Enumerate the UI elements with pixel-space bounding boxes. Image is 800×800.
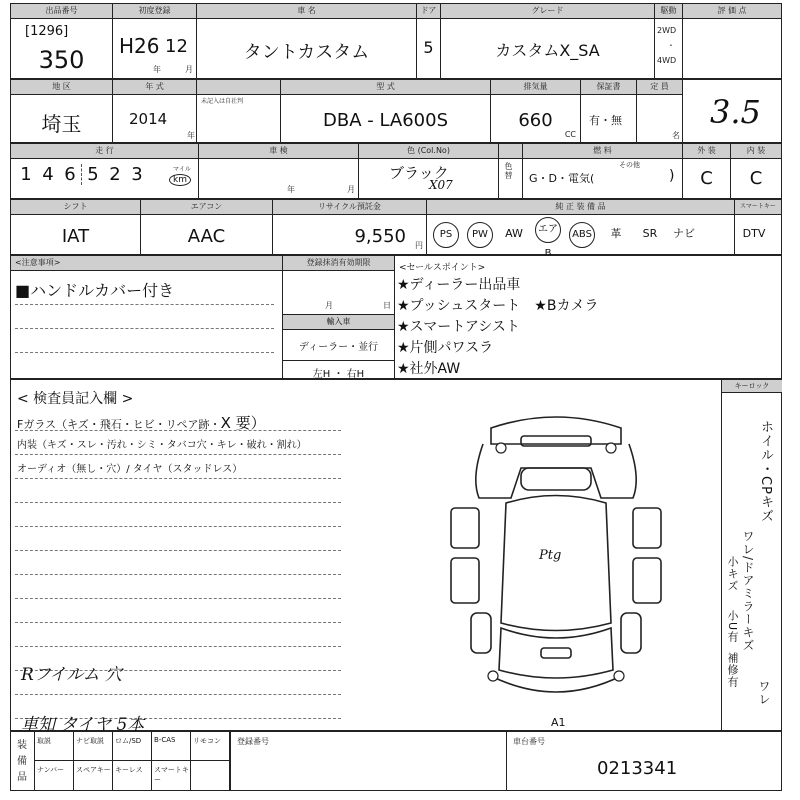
reg-month: 12 (165, 36, 188, 57)
interior-note: 内装（キズ・スレ・汚れ・シミ・タバコ穴・キレ・破れ・割れ） (17, 440, 307, 451)
persons-mark: 名 (672, 131, 680, 140)
capacity-cell (637, 80, 683, 142)
equipment-item (429, 217, 463, 251)
equipment-item (667, 217, 701, 251)
unregistered-cell (197, 80, 281, 142)
expiry-month: 月 (325, 301, 333, 310)
mileage-digit: 4 (42, 164, 54, 185)
unregistered-header (197, 80, 280, 95)
recycle-cell (273, 200, 427, 254)
shift: IAT (61, 226, 90, 247)
mileage-digit: 2 (109, 164, 121, 185)
warranty-label: 保証書 (581, 80, 636, 95)
area-cell (11, 80, 113, 142)
side-note-3: 小キズ (726, 556, 739, 592)
equip-label-cell (11, 732, 35, 790)
reg-label: 登録番号 (237, 737, 269, 746)
fuel: G・D・電気( (529, 172, 595, 185)
inspection-area (10, 379, 782, 735)
equipment-item (633, 217, 667, 251)
equip-char-c: 品 (17, 772, 27, 783)
sales-label: <セールスポイント> (399, 263, 486, 273)
equipment-label: AW (505, 227, 523, 240)
glass-mark: X 要） (220, 414, 266, 432)
grade: カスタムX_SA (495, 41, 600, 60)
car-name-label: 車 名 (197, 4, 416, 19)
car-name-cell (197, 4, 417, 78)
color-change-cell (499, 144, 523, 198)
side-note-2: ワレ/ドアミラーキズ (741, 530, 755, 653)
row-header (10, 3, 782, 79)
type-cell (281, 80, 491, 142)
doors-label: ドア (417, 4, 440, 19)
sales-point: ★片側パワスラ (397, 340, 494, 356)
color-label: 色 (Col.No) (359, 144, 498, 159)
equipment-label: ナビ (673, 227, 695, 240)
equipment-label: DTV (742, 227, 766, 240)
model-year-label: 年 式 (113, 80, 196, 95)
frame-label: 車台番号 (513, 737, 545, 746)
equipment-label: SR (642, 227, 658, 240)
doors: 5 (423, 38, 434, 57)
sales-point: ★プッシュスタート ★Bカメラ (397, 298, 599, 314)
frame-cell (507, 732, 781, 790)
recycle-label: リサイクル預託金 (273, 200, 426, 215)
row-model (10, 79, 782, 143)
color-change: 色替 (504, 162, 513, 180)
color-cell (359, 144, 499, 198)
caution-label: <注意事項> (11, 256, 282, 271)
doors-cell (417, 4, 441, 78)
warranty-cell (581, 80, 637, 142)
row-notes (10, 255, 782, 379)
first-reg-label: 初度登録 (113, 4, 196, 19)
mile-unit: マイル (173, 166, 191, 173)
mileage-digit: 3 (131, 164, 143, 185)
mileage-cell (11, 144, 199, 198)
side-note-1: ホイル・CPキズ (758, 420, 773, 523)
equipment-item (463, 217, 497, 251)
diagram-code: A1 (551, 716, 566, 729)
mileage-digit: 1 (20, 164, 32, 185)
audio-note: オーディオ（無し・穴）/ タイヤ（スタッドレス） (17, 464, 243, 475)
side-note-6: ワレ (757, 680, 771, 706)
drive-2wd: 2WD (657, 26, 677, 35)
sales-cell (395, 256, 781, 378)
capacity-label: 定 員 (637, 80, 682, 95)
footer-item: ナビ取説 (74, 732, 113, 761)
year-mark: 年 (153, 65, 161, 74)
type-label: 型 式 (281, 80, 490, 95)
footer-item: B-CAS (152, 732, 191, 761)
color-code: X07 (429, 178, 453, 192)
model-year: 2014 (129, 110, 168, 128)
import-type: ディーラー・並行 (298, 342, 379, 353)
side-note-4: 小U有 (726, 610, 739, 644)
equipment-label: エアB (535, 217, 561, 243)
drive-cell: 駆動 2WD ・ 4WD (655, 4, 683, 78)
side-note-5: 補修有 (726, 652, 739, 688)
frame-number: 0213341 (597, 758, 678, 779)
mileage-digit: 6 (59, 164, 82, 185)
equip-grid (35, 732, 231, 790)
lot-cell (11, 4, 113, 78)
footer-item: ナンバー (35, 761, 74, 790)
exterior-grade: C (700, 168, 713, 189)
footer-item: キーレス (113, 761, 152, 790)
reg-number-cell (231, 732, 507, 790)
caution-note: ■ハンドルカバー付き (15, 281, 175, 300)
equipment-item (531, 217, 565, 259)
recycle-fee: 9,550 (354, 226, 406, 247)
keylock-label: キーロック (722, 380, 782, 393)
insp-year-mark: 年 (287, 185, 295, 194)
footer-item: 取説 (35, 732, 74, 761)
handwritten-note-2: 車知 タイヤ 5本 (21, 715, 145, 735)
cc-cell (491, 80, 581, 142)
equipment-item (497, 217, 531, 251)
lot-label: 出品番号 (11, 4, 112, 19)
color-change-header (499, 144, 522, 159)
expiry-day: 日 (383, 301, 391, 310)
engine-cc: 660 (518, 110, 553, 131)
caution-cell (11, 256, 283, 378)
interior-label: 内 装 (731, 144, 781, 159)
equipment-label: 革 (610, 227, 622, 240)
unregistered-note: 未記入は自社判 (201, 98, 244, 105)
footer-item: スペアキー (74, 761, 113, 790)
inspection-label: 車 検 (199, 144, 358, 159)
model-year-cell (113, 80, 197, 142)
sales-point: ★ディーラー出品車 (397, 277, 521, 293)
keylock-column (721, 380, 782, 730)
score-label: 評 価 点 (683, 4, 781, 19)
first-reg-cell (113, 4, 197, 78)
km-unit: km (169, 174, 191, 186)
handwritten-note-1: Rフイルム 穴 (21, 665, 122, 685)
inspection-title: < 検査員記入欄 > (17, 391, 134, 407)
fuel-close: ) (669, 168, 675, 184)
equipment-item (565, 217, 599, 251)
insp-month-mark: 月 (347, 185, 355, 194)
handle-side: 左H ・ 右H (283, 360, 394, 380)
smart-label: スマートキー (735, 200, 781, 215)
shift-label: シフト (11, 200, 140, 215)
expiry-cell (283, 256, 395, 378)
equipment-label: PW (467, 222, 493, 248)
row-mileage (10, 143, 782, 199)
glass-note: Fガラス（キズ・飛石・ヒビ・リペア跡・ (17, 418, 221, 431)
grade-label: グレード (441, 4, 654, 19)
equipment-label: PS (433, 222, 459, 248)
grade-cell (441, 4, 655, 78)
evaluation-score: 3.5 (710, 93, 761, 131)
model-type: DBA - LA600S (323, 110, 448, 131)
drive-label: 駆動 (655, 4, 682, 19)
mileage-digits (15, 164, 148, 185)
sales-point: ★スマートアシスト (397, 319, 520, 335)
equipment-item (599, 217, 633, 251)
footer-item: ロム/SD (113, 732, 152, 761)
expiry-label: 登録抹消有効期限 (283, 256, 394, 271)
lot-sub: [1296] (25, 24, 69, 39)
footer-item: リモコン (191, 732, 230, 761)
score-header-cell (683, 4, 781, 78)
exterior-label: 外 装 (683, 144, 730, 159)
interior-cell (731, 144, 781, 198)
footer-item (191, 761, 230, 790)
footer (10, 731, 782, 791)
footer-item: スマートキー (152, 761, 191, 790)
air-con: AAC (187, 226, 226, 247)
auction-sheet (10, 3, 782, 795)
fuel-cell (523, 144, 683, 198)
area: 埼玉 (41, 112, 82, 136)
yen-mark: 円 (415, 241, 423, 250)
exterior-cell (683, 144, 731, 198)
reg-era: H26 (119, 34, 160, 58)
dtv-cell (735, 200, 781, 254)
cc-unit: CC (564, 130, 576, 139)
equip-vertical (17, 738, 27, 786)
diagram-note: Ptg (539, 548, 562, 563)
mileage-label: 走 行 (11, 144, 198, 159)
sales-point: ★社外AW (397, 361, 461, 377)
lot-number: 350 (38, 46, 85, 74)
import-label: 輸入車 (283, 314, 394, 330)
equip-char-a: 装 (17, 740, 27, 751)
row-equipment (10, 199, 782, 259)
equipment-label: ABS (569, 222, 595, 248)
fuel-label: 燃 料 (523, 144, 682, 159)
drive-4wd: 4WD (657, 56, 677, 65)
month-mark: 月 (185, 65, 193, 74)
ac-label: エアコン (141, 200, 272, 215)
mileage-digit: 5 (87, 164, 99, 185)
ac-cell (141, 200, 273, 254)
area-label: 地 区 (11, 80, 112, 95)
color: ブラック (389, 164, 449, 182)
shift-cell (11, 200, 141, 254)
inspection-cell (199, 144, 359, 198)
fuel-other: その他 (619, 161, 640, 169)
car-name: タントカスタム (243, 42, 370, 63)
equip-char-b: 備 (17, 756, 27, 767)
equipment-label: 純 正 装 備 品 (427, 200, 734, 215)
cc-label: 排気量 (491, 80, 580, 95)
interior-grade: C (749, 168, 763, 189)
warranty: 有・無 (589, 114, 622, 127)
model-year-mark: 年 (187, 131, 195, 140)
